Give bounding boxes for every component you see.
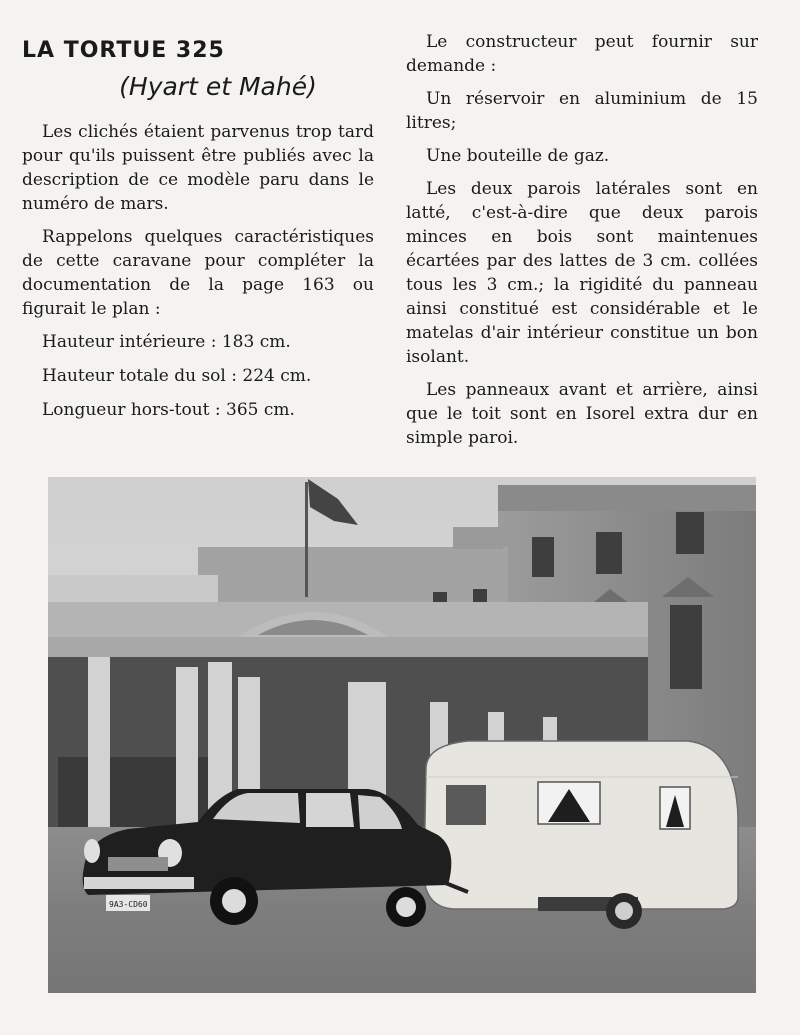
colonnade-balustrade xyxy=(48,575,218,605)
caravan-photo-illustration xyxy=(48,477,756,993)
characteristics-paragraph: Rappelons quelques caractéristiques de cette caravane pour compléter la documentation de la page 163 ou figurait le plan : xyxy=(22,227,374,319)
left-column xyxy=(22,30,374,432)
caravan xyxy=(424,741,738,929)
option-gas: Une bouteille de gaz. xyxy=(426,146,610,166)
walls-paragraph: Les deux parois latérales sont en latté, c'est-à-dire que deux parois minces en bois sont maintenues écartées par des lattes de 3 cm. collées tous les 3 cm.; la rigidité du panneau ainsi constitué est considérable et le matelas d'air intérieur constitue un bon isolant. xyxy=(406,179,758,367)
options-paragraph: Le constructeur peut fournir sur demande : xyxy=(406,32,758,76)
spec-total-height: Hauteur totale du sol : 224 cm. xyxy=(42,366,312,386)
caravan-photo xyxy=(48,477,756,993)
option-tank: Un réservoir en aluminium de 15 litres; xyxy=(406,89,758,133)
right-column xyxy=(406,30,758,459)
article-title: LA TORTUE 325 xyxy=(22,38,225,63)
spec-overall-length: Longueur hors-tout : 365 cm. xyxy=(42,400,295,420)
spec-interior-height: Hauteur intérieure : 183 cm. xyxy=(42,332,291,352)
flagpole xyxy=(305,482,308,597)
article-subtitle: (Hyart et Mahé) xyxy=(119,72,317,101)
license-plate-text: 9A3-CD60 xyxy=(109,900,148,909)
intro-paragraph: Les clichés étaient parvenus trop tard pour qu'ils puissent être publiés avec la description de ce modèle paru dans le numéro de mars. xyxy=(22,122,374,214)
panels-paragraph: Les panneaux avant et arrière, ainsi que le toit sont en Isorel extra dur en simple paroi. xyxy=(406,380,758,448)
